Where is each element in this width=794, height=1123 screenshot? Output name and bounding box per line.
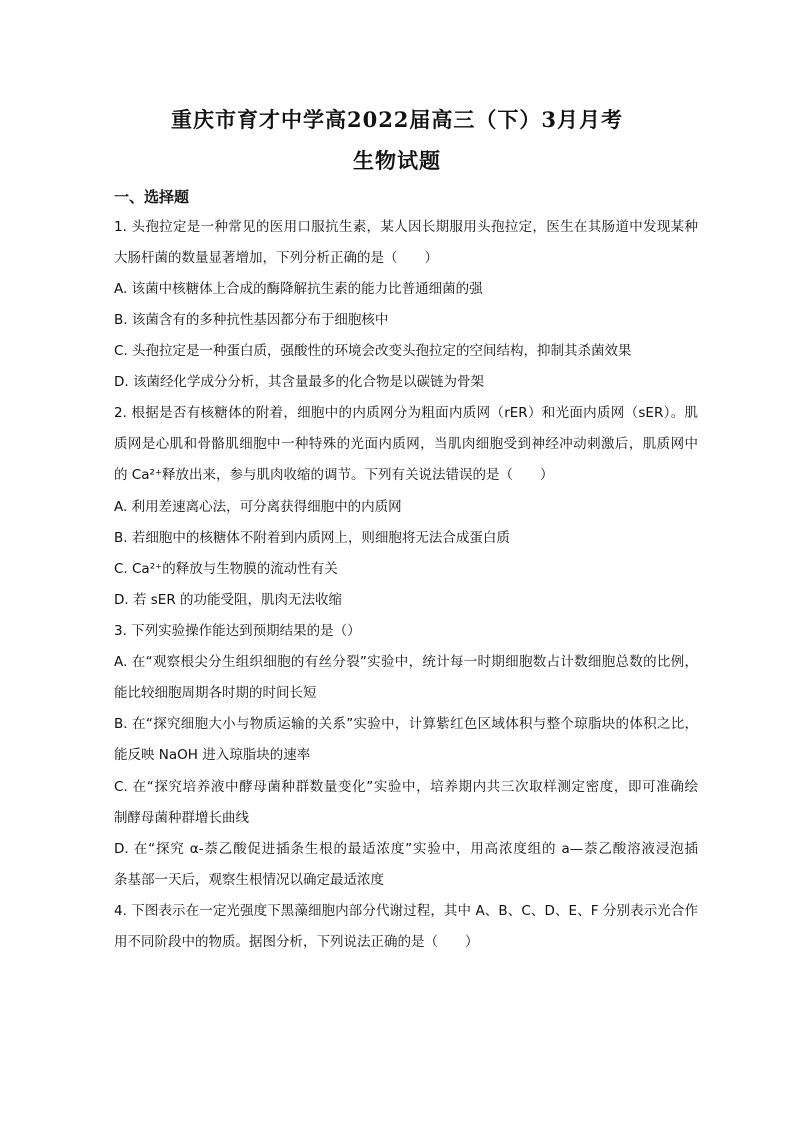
question-3-option-b-line-1: B. 在“探究细胞大小与物质运输的关系”实验中，计算紫红色区域体积与整个琼脂块的体积之比， [114, 716, 698, 732]
question-3-stem: 3. 下列实验操作能达到预期结果的是（） [114, 623, 361, 639]
question-4-stem-line-2: 用不同阶段中的物质。据图分析，下列说法正确的是（ ） [114, 934, 479, 950]
question-1-option-b: B. 该菌含有的多种抗性基因都分布于细胞核中 [114, 312, 389, 328]
document-subtitle: 生物试题 [353, 148, 441, 173]
question-3-option-d-line-1: D. 在“探究 α-萘乙酸促进插条生根的最适浓度”实验中，用高浓度组的 a—萘乙酸溶液浸泡插 [114, 841, 698, 857]
question-2-option-b: B. 若细胞中的核糖体不附着到内质网上，则细胞将无法合成蛋白质 [114, 530, 510, 546]
question-4-stem-line-1: 4. 下图表示在一定光强度下黑藻细胞内部分代谢过程，其中 A、B、C、D、E、F 分别表示光合作 [114, 903, 698, 919]
question-1-stem-line-2: 大肠杆菌的数量显著增加，下列分析正确的是（ ） [114, 250, 438, 266]
document-title: 重庆市育才中学高2022届高三（下）3月月考 [170, 107, 624, 132]
question-2-stem-line-3: 的 Ca²⁺释放出来，参与肌肉收缩的调节。下列有关说法错误的是（ ） [114, 467, 554, 483]
question-1-option-d: D. 该菌经化学成分分析，其含量最多的化合物是以碳链为骨架 [114, 374, 484, 390]
section-heading: 一、选择题 [114, 188, 190, 206]
question-2-option-a: A. 利用差速离心法，可分离获得细胞中的内质网 [114, 499, 402, 515]
question-3-option-a-line-1: A. 在“观察根尖分生组织细胞的有丝分裂”实验中，统计每一时期细胞数占计数细胞总数的比例， [114, 654, 698, 670]
question-2-stem-line-1: 2. 根据是否有核糖体的附着，细胞中的内质网分为粗面内质网（rER）和光面内质网（sER）。肌 [114, 405, 698, 421]
question-2-option-d: D. 若 sER 的功能受阻，肌肉无法收缩 [114, 592, 343, 608]
question-3-option-c-line-2: 制酵母菌种群增长曲线 [114, 810, 249, 826]
question-3-option-c-line-1: C. 在“探究培养液中酵母菌种群数量变化”实验中，培养期内共三次取样测定密度，即可准确绘 [114, 779, 698, 795]
question-1-option-a: A. 该菌中核糖体上合成的酶降解抗生素的能力比普通细菌的强 [114, 281, 483, 297]
question-3-option-a-line-2: 能比较细胞周期各时期的时间长短 [114, 685, 317, 701]
question-3-option-d-line-2: 条基部一天后，观察生根情况以确定最适浓度 [114, 872, 384, 888]
question-1-stem-line-1: 1. 头孢拉定是一种常见的医用口服抗生素，某人因长期服用头孢拉定，医生在其肠道中发现某种 [114, 219, 698, 235]
question-1-option-c: C. 头孢拉定是一种蛋白质，强酸性的环境会改变头孢拉定的空间结构，抑制其杀菌效果 [114, 343, 632, 359]
question-3-option-b-line-2: 能反映 NaOH 进入琼脂块的速率 [114, 747, 311, 763]
question-2-stem-line-2: 质网是心肌和骨骼肌细胞中一种特殊的光面内质网，当肌肉细胞受到神经冲动刺激后，肌质网中 [114, 436, 698, 452]
question-2-option-c: C. Ca²⁺的释放与生物膜的流动性有关 [114, 561, 338, 577]
